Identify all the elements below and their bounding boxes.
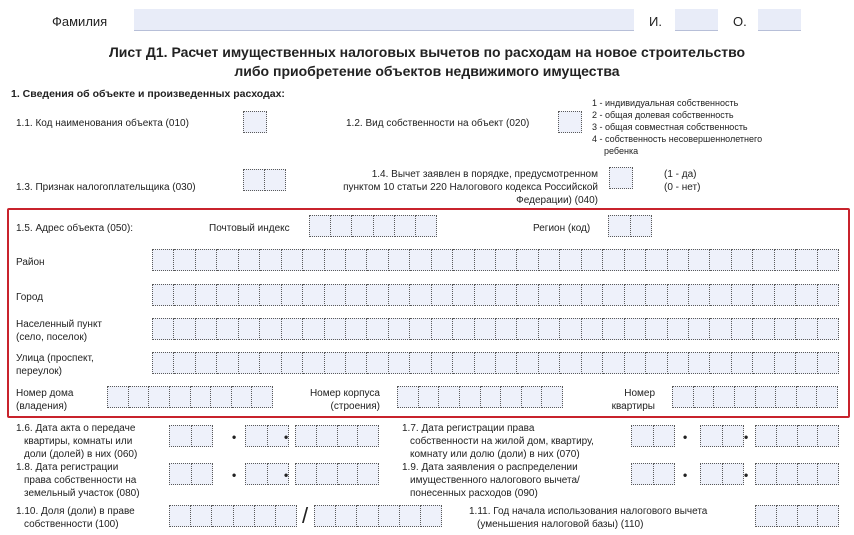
f18-label-line3: земельный участок (080) xyxy=(24,488,140,499)
f17-month[interactable] xyxy=(700,425,744,447)
f12-option-3: 3 - общая совместная собственность xyxy=(592,122,748,132)
f13-label: 1.3. Признак налогоплательщика (030) xyxy=(16,182,196,193)
street-label-line1: Улица (проспект, xyxy=(16,353,94,364)
surname-field[interactable] xyxy=(134,9,634,31)
settlement-label-line2: (село, поселок) xyxy=(16,332,88,343)
city-label: Город xyxy=(16,292,44,303)
f16-label-line3: доли (долей) в них (060) xyxy=(24,449,138,460)
f19-label-line2: имущественного налогового вычета/ xyxy=(410,475,580,486)
f16-label-line2: квартиры, комнаты или xyxy=(24,436,133,447)
f16-sep-1: • xyxy=(232,430,237,444)
page-title-line2: либо приобретение объектов недвижимого имущества xyxy=(234,63,620,79)
building-input[interactable] xyxy=(397,386,563,408)
f110-label-line1: 1.10. Доля (доли) в праве xyxy=(16,506,135,517)
f19-year[interactable] xyxy=(755,463,839,485)
district-label: Район xyxy=(16,257,45,268)
f12-label: 1.2. Вид собственности на объект (020) xyxy=(346,118,530,129)
f18-sep-1: • xyxy=(232,468,237,482)
surname-label: Фамилия xyxy=(52,14,108,29)
f16-month[interactable] xyxy=(245,425,289,447)
house-input[interactable] xyxy=(107,386,273,408)
f14-option-yes: (1 - да) xyxy=(664,169,697,180)
region-input[interactable] xyxy=(608,215,652,237)
settlement-input[interactable] xyxy=(152,318,839,340)
f111-year[interactable] xyxy=(755,505,839,527)
initial-o-label: О. xyxy=(733,14,747,29)
f17-label-line1: 1.7. Дата регистрации права xyxy=(402,423,535,434)
f110-denominator[interactable] xyxy=(314,505,442,527)
f11-label: 1.1. Код наименования объекта (010) xyxy=(16,118,189,129)
apartment-label-line1: Номер xyxy=(624,388,655,399)
f12-option-4: 4 - собственность несовершеннолетнего xyxy=(592,134,763,144)
section-heading: 1. Сведения об объекте и произведенных расходах: xyxy=(11,88,285,100)
f19-label-line1: 1.9. Дата заявления о распределении xyxy=(402,462,578,473)
house-label-line1: Номер дома xyxy=(16,388,74,399)
f11-input[interactable] xyxy=(243,111,267,133)
f14-input[interactable] xyxy=(609,167,633,189)
f19-day[interactable] xyxy=(631,463,675,485)
f18-year[interactable] xyxy=(295,463,379,485)
street-input[interactable] xyxy=(152,352,839,374)
f17-year[interactable] xyxy=(755,425,839,447)
f17-label-line2: собственности на жилой дом, квартиру, xyxy=(410,436,594,447)
f12-input[interactable] xyxy=(558,111,582,133)
house-label-line2: (владения) xyxy=(16,401,68,412)
district-input[interactable] xyxy=(152,249,839,271)
f16-label-line1: 1.6. Дата акта о передаче xyxy=(16,423,136,434)
f110-label-line2: собственности (100) xyxy=(24,519,119,530)
postal-code-input[interactable] xyxy=(309,215,437,237)
f17-day[interactable] xyxy=(631,425,675,447)
street-label-line2: переулок) xyxy=(16,366,62,377)
f14-label-line1: 1.4. Вычет заявлен в порядке, предусмотренном xyxy=(371,169,598,180)
region-label: Регион (код) xyxy=(533,223,591,234)
f16-year[interactable] xyxy=(295,425,379,447)
initial-i-field[interactable] xyxy=(675,9,718,31)
f18-label-line2: права собственности на xyxy=(24,475,137,486)
f19-sep-2: • xyxy=(744,468,749,482)
f18-day[interactable] xyxy=(169,463,213,485)
f17-sep-1: • xyxy=(683,430,688,444)
f13-input[interactable] xyxy=(243,169,286,191)
f19-label-line3: понесенных расходов (090) xyxy=(410,488,538,499)
f111-label-line1: 1.11. Год начала использования налогового вычета xyxy=(469,506,708,517)
f12-option-1: 1 - индивидуальная собственность xyxy=(592,98,739,108)
initial-i-label: И. xyxy=(649,14,662,29)
f16-day[interactable] xyxy=(169,425,213,447)
apartment-label-line2: квартиры xyxy=(611,401,655,412)
settlement-label-line1: Населенный пункт xyxy=(16,319,103,330)
f14-label-line3: Федерации) (040) xyxy=(516,195,598,206)
f110-numerator[interactable] xyxy=(169,505,297,527)
page-title-line1: Лист Д1. Расчет имущественных налоговых вычетов по расходам на новое строительство xyxy=(108,44,746,60)
f18-sep-2: • xyxy=(284,468,289,482)
f19-month[interactable] xyxy=(700,463,744,485)
f14-label-line2: пунктом 10 статьи 220 Налогового кодекса Российской xyxy=(343,182,598,193)
address-label: 1.5. Адрес объекта (050): xyxy=(16,223,134,234)
f12-option-4-cont: ребенка xyxy=(604,146,639,156)
f110-separator: / xyxy=(302,503,309,528)
building-label-line1: Номер корпуса xyxy=(309,388,380,399)
f18-month[interactable] xyxy=(245,463,289,485)
f18-label-line1: 1.8. Дата регистрации xyxy=(16,462,119,473)
postal-code-label: Почтовый индекс xyxy=(209,223,290,234)
f19-sep-1: • xyxy=(683,468,688,482)
f16-sep-2: • xyxy=(284,430,289,444)
f14-option-no: (0 - нет) xyxy=(664,182,701,193)
f17-label-line3: комнату или долю (доли) в них (070) xyxy=(410,449,580,460)
f111-label-line2: (уменьшения налоговой базы) (110) xyxy=(477,519,644,530)
f12-option-2: 2 - общая долевая собственность xyxy=(592,110,734,120)
apartment-input[interactable] xyxy=(672,386,838,408)
building-label-line2: (строения) xyxy=(330,401,380,412)
f17-sep-2: • xyxy=(744,430,749,444)
city-input[interactable] xyxy=(152,284,839,306)
initial-o-field[interactable] xyxy=(758,9,801,31)
